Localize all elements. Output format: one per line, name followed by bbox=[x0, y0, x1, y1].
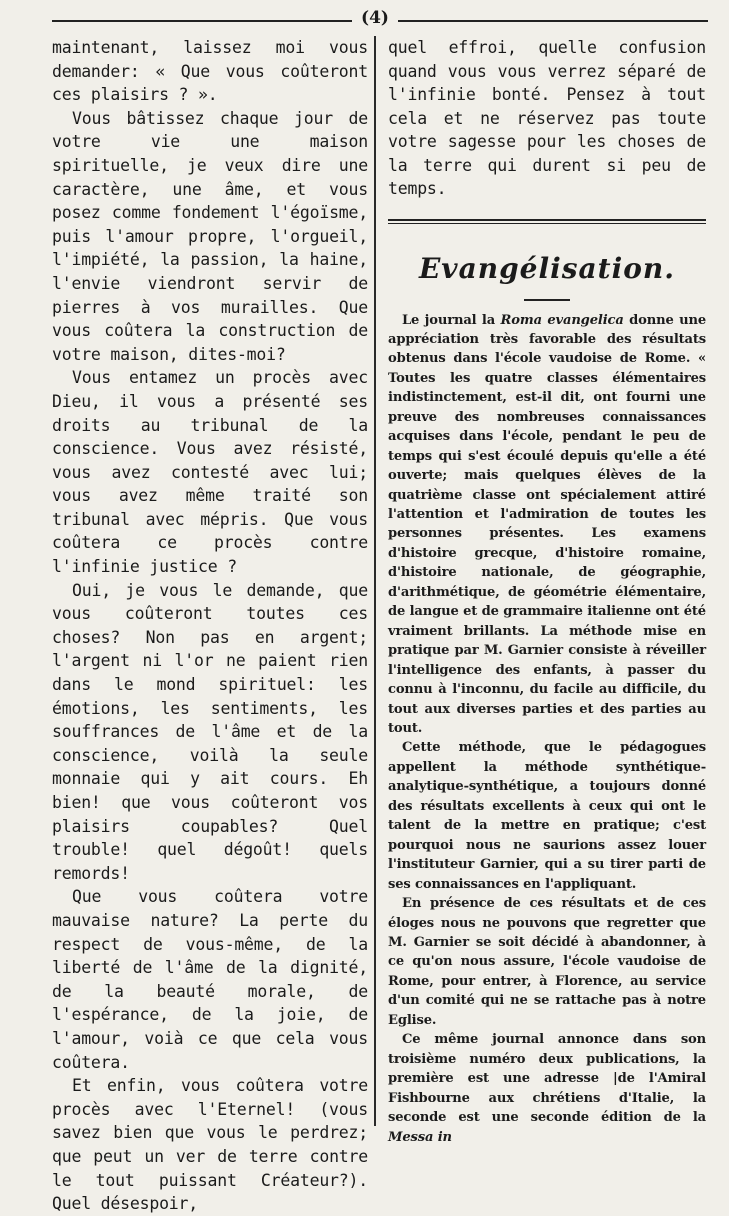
right-column bbox=[388, 36, 706, 1147]
left-paragraph-1: maintenant, laissez moi vous demander: « Que vous coûteront ces plaisirs ? ». bbox=[52, 38, 368, 105]
article-paragraph-1 bbox=[388, 311, 706, 739]
left-paragraph-4: Oui, je vous le demande, que vous coûteront toutes ces choses? Non pas en argent; l'argent ni l'or ne paient rien dans le mond spirituel: les émotions, les sentiments, les souffrances de l'âme et de la conscience, voilà la seule monnaie qui y ait cours. Eh bien! que vous coûteront vos plaisirs coupables? Quel trouble! quel dégoût! quels remords! bbox=[52, 580, 368, 883]
article-paragraph-2: Cette méthode, que le pédagogues appellent la méthode synthétique-analytique-synthétique, a toujours donné des résultats excellents à ceux qui ont le talent de la mettre en pratique; c'est pourquoi nous ne saurions assez louer l'instituteur Garnier, qui a su tirer parti de ses connaissances en l'appliquant. bbox=[388, 740, 706, 892]
heading-rule bbox=[524, 299, 570, 301]
right-top-text bbox=[388, 36, 706, 201]
left-column bbox=[52, 36, 368, 1216]
journal-title: Roma evangelica bbox=[500, 312, 624, 328]
left-paragraph-6: Et enfin, vous coûtera votre procès avec l'Eternel! (vous savez bien que vous le perdrez; que peut un ver de terre contre le tout puissant Créateur?). Quel désespoir, bbox=[52, 1076, 368, 1214]
article-p1-start: Le journal la bbox=[402, 312, 501, 328]
article-body bbox=[388, 311, 706, 1147]
left-paragraph-2: Vous bâtissez chaque jour de votre vie une maison spirituelle, je veux dire une caractère, une âme, et vous posez comme fondement l'égoïsme, puis l'amour propre, l'orgueil, l'impiété, la passion, la haine, l'envie viendront servir de pierres à vos murailles. Que vous coûtera la construction de votre maison, dites-moi? bbox=[52, 108, 368, 364]
article-p4-text: Ce même journal annonce dans son troisième numéro deux publications, la première est une adresse |de l'Amiral Fishbourne aux chrétiens d'Italie, la seconde est une seconde édition de la bbox=[388, 1032, 706, 1126]
right-continuation-paragraph: quel effroi, quelle confusion quand vous vous verrez séparé de l'infinie bonté. Pensez à tout cela et ne réservez pas toute votre sagesse pour les choses de la terre qui durent si peu de temps. bbox=[388, 38, 706, 198]
left-paragraph-3: Vous entamez un procès avec Dieu, il vous a présenté ses droits au tribunal de la conscience. Vous avez résisté, vous avez contesté avec lui; vous avez même traité son tribunal avec mépris. Que vous coûtera ce procès contre l'infinie justice ? bbox=[52, 368, 368, 577]
publication-title: Messa in bbox=[388, 1129, 452, 1145]
article-paragraph-4 bbox=[388, 1030, 706, 1147]
page-number: (4) bbox=[361, 8, 389, 28]
article-paragraph-3: En présence de ces résultats et de ces éloges nous ne pouvons que regretter que M. Garnier se soit décidé à abandonner, à ce qu'on nous assure, l'école vaudoise de Rome, pour entrer, à Florence, au service d'un comité qui ne se rattache pas à notre Eglise. bbox=[388, 896, 706, 1028]
left-paragraph-5: Que vous coûtera votre mauvaise nature? La perte du respect de vous-même, de la liberté de l'âme de la dignité, de la beauté morale, de l'espérance, de la joie, de l'amour, voià ce que cela vous coûtera. bbox=[52, 887, 368, 1072]
article-p1-rest: donne une appréciation très favorable des résultats obtenus dans l'école vaudoise de Rome. « Toutes les quatre classes élémentaires indistinctement, est-il dit, ont fourni une preuve des nombreuses connaissances acquises dans l'école, pendant le peu de temps qui s'est écoulé depuis qu'elle a été ouverte; mais quelques élèves de la quatrième classe ont spécialement attiré l'attention et l'admiration de toutes les personnes présentes. Les examens d'histoire grecque, d'histoire romaine, d'histoire nationale, de géographie, d'arithmétique, de géométrie élémentaire, de langue et de grammaire italienne ont été vraiment brillants. La méthode mise en pratique par M. Garnier consiste à réveiller l'intelligence des enfants, à passer du connu à l'inconnu, du facile au difficile, du tout aux diverses parties et des parties au tout. bbox=[388, 312, 706, 737]
section-separator bbox=[388, 219, 706, 224]
header-rule-right bbox=[398, 20, 708, 22]
header-rule-left bbox=[52, 20, 352, 22]
section-heading: Evangélisation. bbox=[418, 251, 676, 285]
page-header bbox=[52, 8, 708, 34]
column-divider bbox=[374, 36, 376, 1126]
